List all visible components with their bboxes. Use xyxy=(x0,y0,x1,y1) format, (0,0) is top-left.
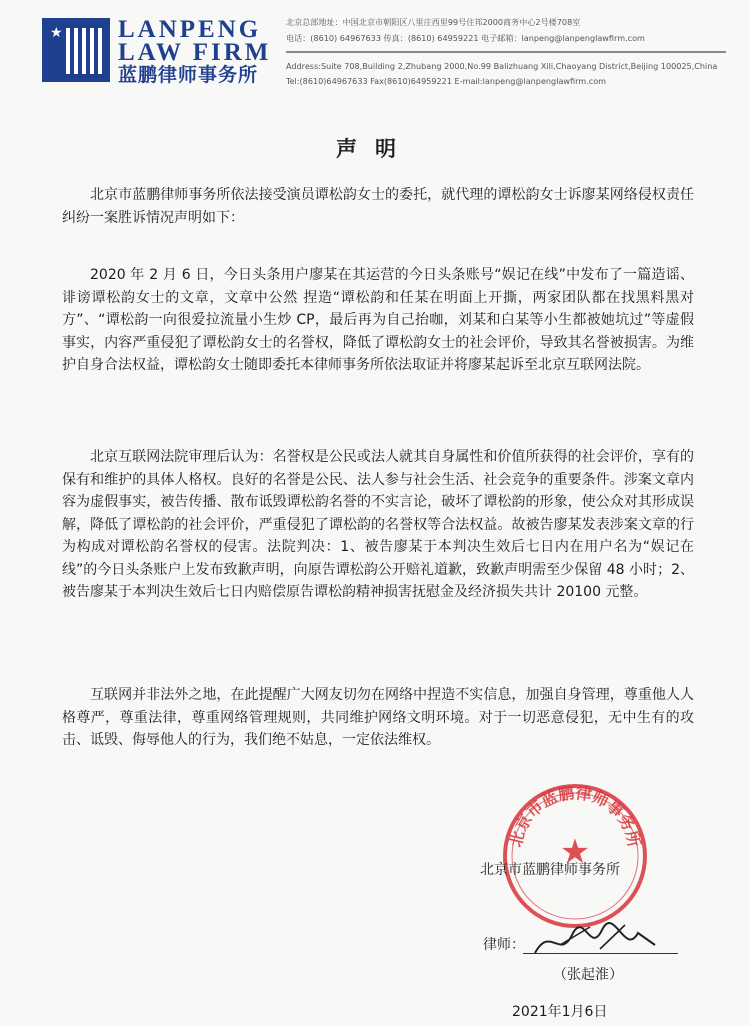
signature-line xyxy=(523,953,678,954)
letterhead xyxy=(0,0,750,110)
firm-logo-icon: ★ xyxy=(42,18,110,82)
firm-signature: 北京市蓝鹏律师事务所 xyxy=(480,862,620,878)
brand-name-cn: 蓝鹏律师事务所 xyxy=(118,64,259,86)
contact-cn-address: 北京总部地址：中国北京市朝阳区八里庄西里99号住邦2000商务中心2号楼708室 xyxy=(286,17,581,27)
contact-cn-phone: 电话：(8610) 64967633 传真：(8610) 64959221 电子邮箱：lanpeng@lanpenglawfirm.com xyxy=(286,33,645,43)
brand-name-en-line2: LAW FIRM xyxy=(118,39,272,66)
paragraph-intro: 北京市蓝鹏律师事务所依法接受演员谭松韵女士的委托，就代理的谭松韵女士诉廖某网络侵权责任纠纷一案胜诉情况声明如下： xyxy=(62,187,694,226)
document-date: 2021年1月6日 xyxy=(512,1004,608,1020)
svg-text:★: ★ xyxy=(559,832,591,872)
contact-en-address: Address:Suite 708,Building 2,Zhubang 2000,No.99 Balizhuang Xili,Chaoyang District,Beijing 100025,China xyxy=(286,61,718,71)
handwritten-signature-icon xyxy=(530,915,660,965)
seal-arc-text: 北京市蓝鹏律师事务所 xyxy=(506,783,644,849)
paragraph-warning: 互联网并非法外之地，在此提醒广大网友切勿在网络中捏造不实信息，加强自身管理，尊重他人人格尊严，尊重法律，尊重网络管理规则，共同维护网络文明环境。对于一切恶意侵犯，无中生有的攻击、诋毁、侮辱他人的行为，我们绝不姑息，一定依法维权。 xyxy=(62,687,694,748)
lawyer-label: 律师： xyxy=(483,937,525,953)
contact-en-phone: Tel:(8610)64967633 Fax(8610)64959221 E-mail:lanpeng@lanpenglawfirm.com xyxy=(286,76,607,86)
header-divider xyxy=(286,51,726,53)
document-title: 声明 xyxy=(336,137,414,161)
brand-name-en-line1: LANPENG xyxy=(118,16,262,43)
paragraph-facts: 2020 年 2 月 6 日，今日头条用户廖某在其运营的今日头条账号“娱记在线”中发布了一篇造谣、诽谤谭松韵女士的文章，文章中公然 捏造“谭松韵和任某在明面上开撕，两家团队都在找黑料黑对方”、“谭松韵一向很爱拉流量小生炒 CP，最后再为自己抬咖，刘某和白某等小生都被她坑过”等虚假事实，内容严重侵犯了谭松韵女士的名誉权，降低了谭松韵女士的社会评价，导致其名誉被损害。为维护自身合法权益，谭松韵女士随即委托本律师事务所依法取证并将廖某起诉至北京互联网法院。 xyxy=(62,267,694,373)
lawyer-name: （张起淮） xyxy=(553,967,623,983)
firm-seal-icon xyxy=(500,781,650,931)
paragraph-judgment: 北京互联网法院审理后认为：名誉权是公民或法人就其自身属性和价值所获得的社会评价，享有的保有和维护的具体人格权。良好的名誉是公民、法人参与社会生活、社会竞争的重要条件。涉案文章内容为虚假事实，被告传播、散布诋毁谭松韵名誉的不实言论，破坏了谭松韵的形象，使公众对其形成误解，降低了谭松韵的社会评价，严重侵犯了谭松韵的名誉权等合法权益。故被告廖某发表涉案文章的行为构成对谭松韵名誉权的侵害。法院判决：1、被告廖某于本判决生效后七日内在用户名为“娱记在线”的今日头条账户上发布致歉声明，向原告谭松韵公开赔礼道歉，致歉声明需至少保留 48 小时；2、被告廖某于本判决生效后七日内赔偿原告谭松韵精神损害抚慰金及经济损失共计 20100 元整。 xyxy=(62,449,694,600)
